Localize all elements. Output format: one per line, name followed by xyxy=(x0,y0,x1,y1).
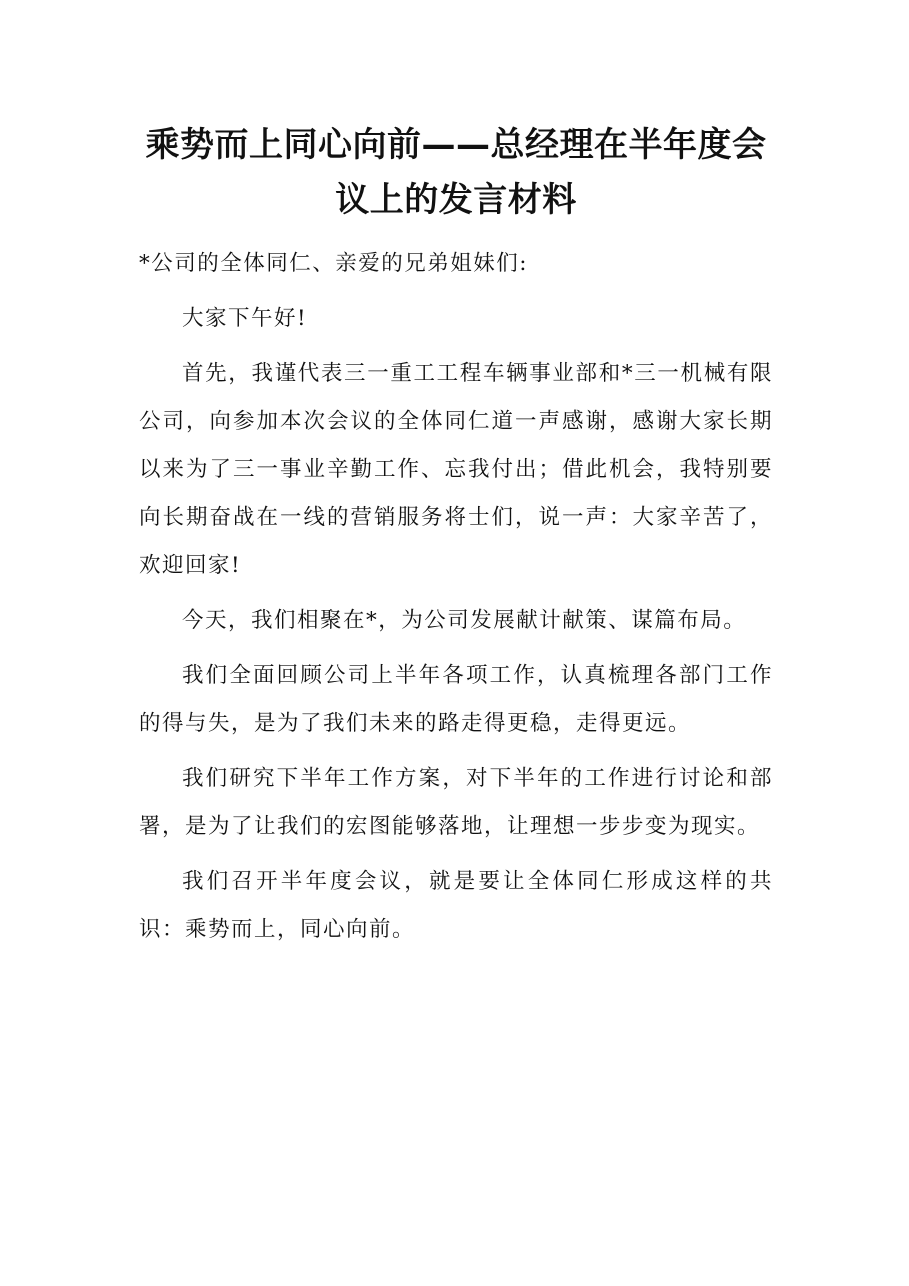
paragraph-3: 今天，我们相聚在*，为公司发展献计献策、谋篇布局。 xyxy=(182,608,747,633)
greeting-line: *公司的全体同仁、亲爱的兄弟姐妹们: xyxy=(139,251,528,276)
paragraph-4: 我们全面回顾公司上半年各项工作，认真梳理各部门工作的得与失，是为了我们未来的路走得更稳，走得更远。 xyxy=(139,663,773,736)
paragraph-5: 我们研究下半年工作方案，对下半年的工作进行讨论和部署，是为了让我们的宏图能够落地，让理想一步步变为现实。 xyxy=(139,766,773,839)
paragraph-1: 大家下午好! xyxy=(182,306,308,331)
paragraph-6: 我们召开半年度会议，就是要让全体同仁形成这样的共识：乘势而上，同心向前。 xyxy=(139,869,773,942)
document-title: 乘势而上同心向前——总经理在半年度会议上的发言材料 xyxy=(145,125,767,220)
paragraph-2: 首先，我谨代表三一重工工程车辆事业部和*三一机械有限公司，向参加本次会议的全体同仁道一声感谢，感谢大家长期以来为了三一事业辛勤工作、忘我付出；借此机会，我特别要向长期奋战在一线的营销服务将士们，说一声：大家辛苦了，欢迎回家! xyxy=(139,361,773,578)
document-page xyxy=(139,118,773,961)
